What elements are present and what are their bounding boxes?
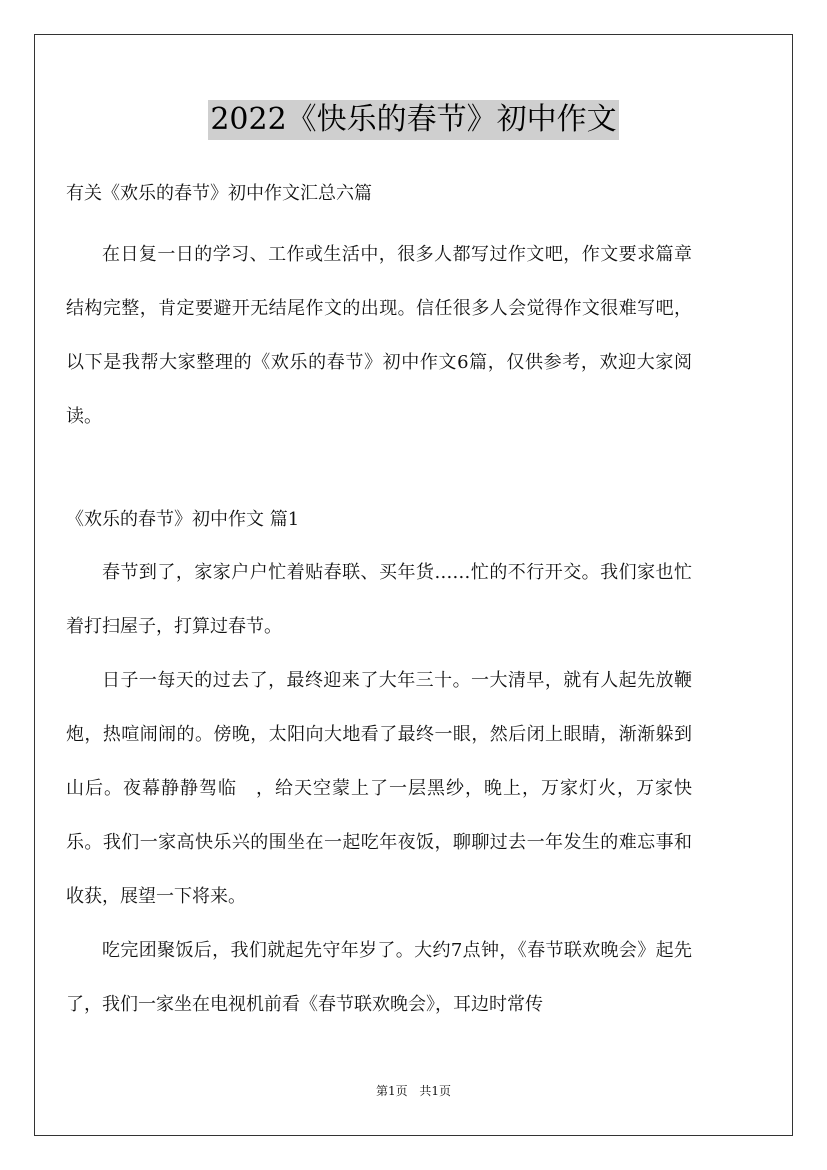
- intro-paragraph: 在日复一日的学习、工作或生活中，很多人都写过作文吧，作文要求篇章结构完整，肯定要避开无结尾作文的出现。信任很多人会觉得作文很难写吧，以下是我帮大家整理的《欢乐的春节》初中作文6篇，仅供参考，欢迎大家阅读。: [66, 244, 692, 427]
- page-total: 共1页: [419, 1084, 452, 1098]
- document-subtitle: 有关《欢乐的春节》初中作文汇总六篇: [66, 183, 372, 204]
- title-container: [0, 100, 827, 140]
- body-paragraph-2: 日子一每天的过去了，最终迎来了大年三十。一大清早，就有人起先放鞭炮，热喧闹闹的。傍晚，太阳向大地看了最终一眼，然后闭上眼睛，渐渐躲到山后。夜幕静静驾临 ，给天空蒙上了一层黑纱，晚上，万家灯火，万家快乐。我们一家高快乐兴的围坐在一起吃年夜饭，聊聊过去一年发生的难忘事和收获，展望一下将来。: [66, 670, 692, 907]
- page-number: 第1页: [375, 1084, 408, 1098]
- section-heading: 《欢乐的春节》初中作文 篇1: [66, 509, 300, 530]
- body-paragraph-1: 春节到了，家家户户忙着贴春联、买年货……忙的不行开交。我们家也忙着打扫屋子，打算过春节。: [66, 562, 692, 637]
- body-paragraph-3: 吃完团聚饭后，我们就起先守年岁了。大约7点钟，《春节联欢晚会》起先了，我们一家坐在电视机前看《春节联欢晚会》，耳边时常传: [66, 940, 692, 1015]
- page-footer: [0, 1082, 827, 1099]
- document-title: 2022《快乐的春节》初中作文: [208, 100, 618, 140]
